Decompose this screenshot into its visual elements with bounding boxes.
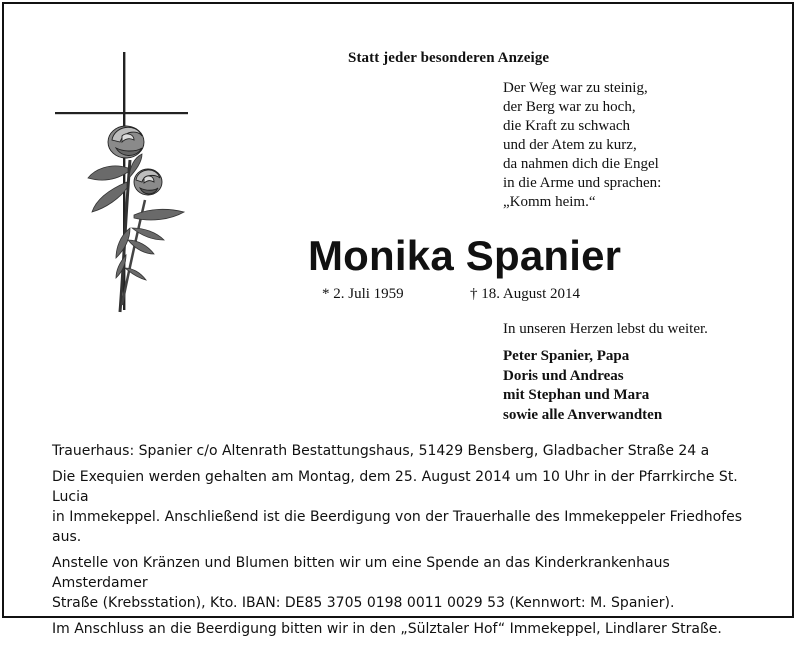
poem-line: in die Arme und sprachen: (503, 175, 662, 191)
poem-line: und der Atem zu kurz, (503, 137, 637, 153)
poem-line: die Kraft zu schwach (503, 118, 631, 134)
poem-line: „Komm heim.“ (503, 194, 596, 210)
mourner-line: sowie alle Anverwandten (503, 406, 663, 423)
mourner-line: Doris und Andreas (503, 367, 624, 384)
mourner-line: Peter Spanier, Papa (503, 348, 630, 364)
exequies-line: in Immekeppel. Anschließend ist die Beerdigung von der Trauerhalle des Immekeppeler Friedhofes aus. (52, 509, 743, 545)
exequies-info (52, 467, 752, 547)
donation-info (52, 553, 752, 613)
death-date: † 18. August 2014 (470, 286, 581, 302)
donation-line: Anstelle von Kränzen und Blumen bitten wir um eine Spende an das Kinderkrankenhaus Amsterdamer (52, 555, 670, 591)
mourner-line: mit Stephan und Mara (503, 387, 650, 403)
birth-date: * 2. Juli 1959 (322, 286, 404, 302)
poem (503, 79, 661, 212)
mourners-list (503, 347, 662, 425)
tagline: In unseren Herzen lebst du weiter. (503, 321, 708, 337)
poem-line: Der Weg war zu steinig, (503, 80, 648, 96)
exequies-line: Die Exequien werden gehalten am Montag, dem 25. August 2014 um 10 Uhr in der Pfarrkirche St. Lucia (52, 469, 738, 505)
cross-with-roses-illustration (50, 50, 200, 320)
deceased-name: Monika Spanier (308, 232, 622, 279)
poem-line: der Berg war zu hoch, (503, 99, 636, 115)
poem-line: da nahmen dich die Engel (503, 156, 659, 172)
donation-line: Straße (Krebsstation), Kto. IBAN: DE85 3705 0198 0011 0029 53 (Kennwort: M. Spanier). (52, 595, 675, 611)
reception-info: Im Anschluss an die Beerdigung bitten wir in den „Sülztaler Hof“ Immekeppel, Lindlarer Straße. (52, 621, 722, 637)
mourning-house: Trauerhaus: Spanier c/o Altenrath Bestattungshaus, 51429 Bensberg, Gladbacher Straße 24 a (52, 443, 710, 459)
announcement-heading: Statt jeder besonderen Anzeige (348, 50, 550, 66)
service-details (52, 441, 752, 645)
